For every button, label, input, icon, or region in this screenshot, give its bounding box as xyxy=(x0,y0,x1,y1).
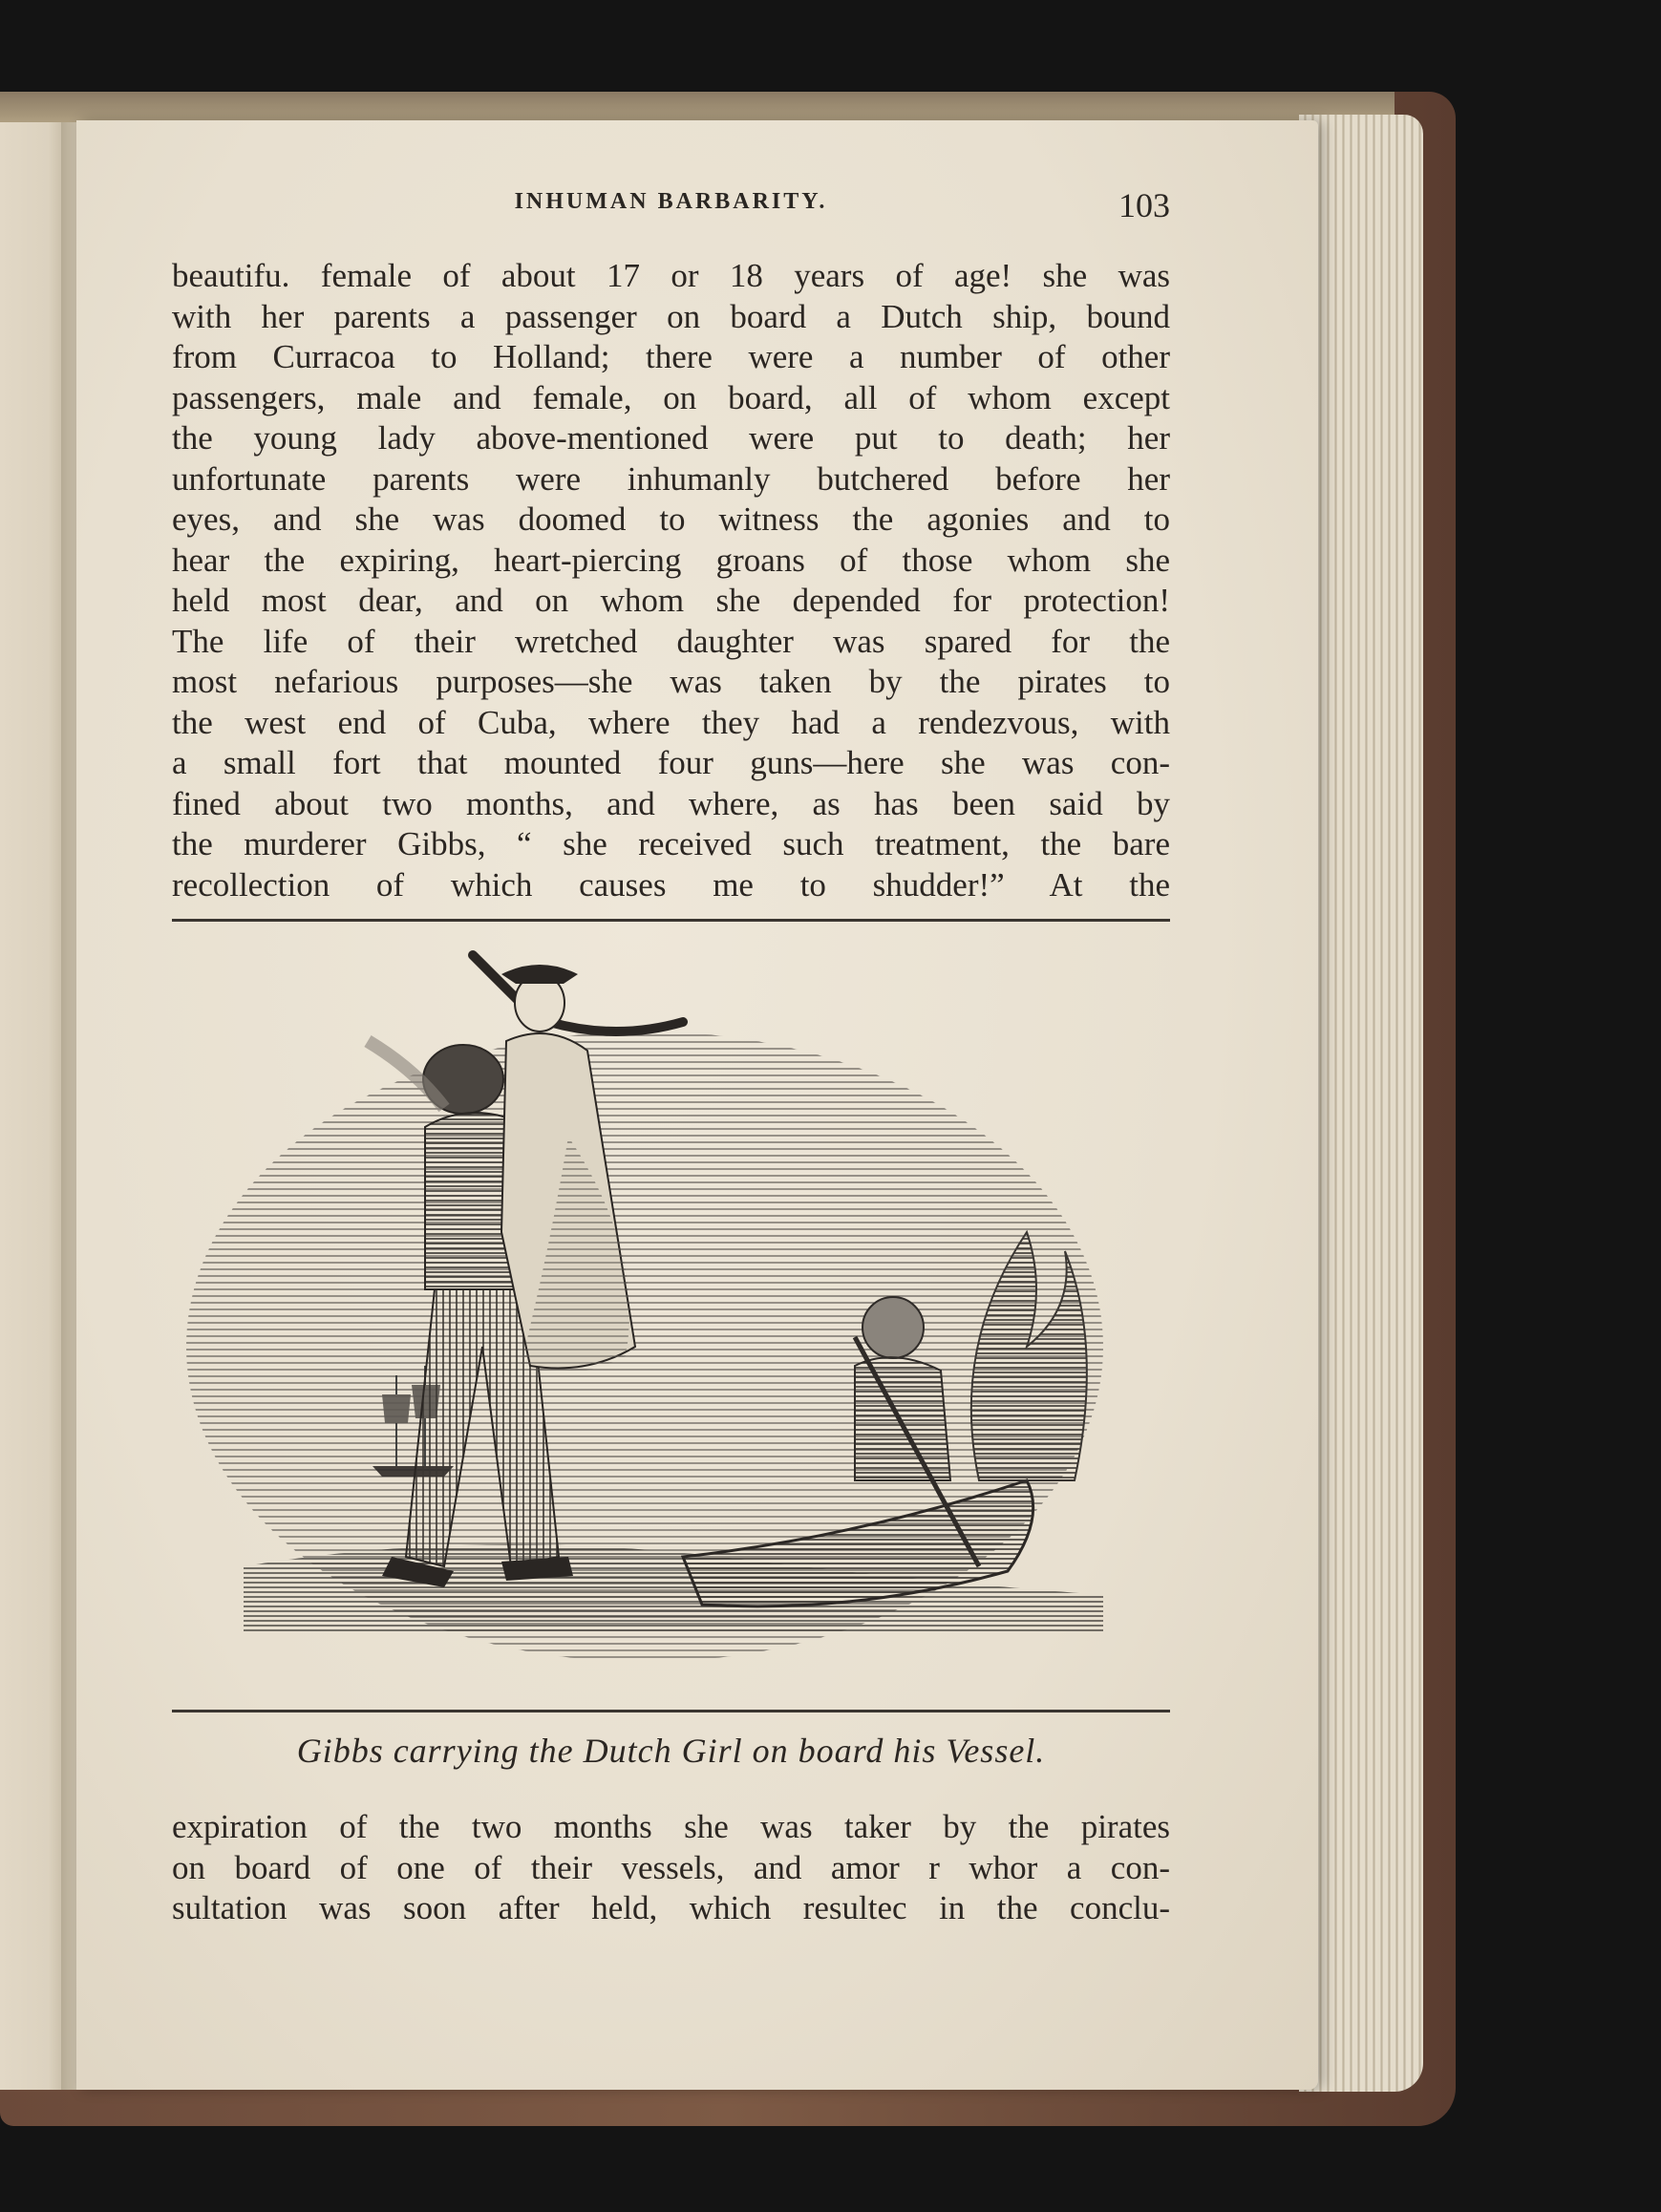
text-line: fined about two months, and where, as has been said by xyxy=(172,784,1170,822)
text-line: with her parents a passenger on board a Dutch ship, bound xyxy=(172,297,1170,335)
running-head-title: INHUMAN BARBARITY. xyxy=(514,189,828,214)
text-line: on board of one of their vessels, and amor r whor a con- xyxy=(172,1848,1170,1886)
text-line: from Curracoa to Holland; there were a number of other xyxy=(172,338,1170,375)
body-text-bottom xyxy=(172,1807,1170,1929)
text-line: a small fort that mounted four guns—here she was con- xyxy=(172,744,1170,781)
text-line: held most dear, and on whom she depended for protection! xyxy=(172,582,1170,619)
text-line: The life of their wretched daughter was spared for the xyxy=(172,622,1170,660)
text-line: passengers, male and female, on board, all of whom except xyxy=(172,378,1170,416)
text-line: sultation was soon after held, which resultec in the conclu- xyxy=(172,1889,1170,1926)
text-line: the west end of Cuba, where they had a rendezvous, with xyxy=(172,703,1170,741)
left-page-edge xyxy=(0,122,69,2090)
text-line: unfortunate parents were inhumanly butchered before her xyxy=(172,459,1170,498)
illustration-caption: Gibbs carrying the Dutch Girl on board his Vessel. xyxy=(296,1732,1046,1770)
text-line: the young lady above-mentioned were put to death; her xyxy=(172,419,1170,457)
text-line: the murderer Gibbs, “ she received such treatment, the bare xyxy=(172,825,1170,862)
running-head xyxy=(172,185,1170,233)
text-line: beautifu. female of about 17 or 18 years of age! she was xyxy=(172,257,1170,294)
illustration-bottom-rule xyxy=(172,1710,1170,1712)
text-line: expiration of the two months she was taker by the pirates xyxy=(172,1808,1170,1845)
text-line: eyes, and she was doomed to witness the agonies and to xyxy=(172,500,1170,538)
text-line: most nefarious purposes—she was taken by the pirates to xyxy=(172,663,1170,700)
body-text-top xyxy=(172,256,1170,905)
illustration-top-rule xyxy=(172,919,1170,922)
page-number: 103 xyxy=(1118,186,1170,224)
engraving-illustration xyxy=(186,946,1151,1681)
text-line: hear the expiring, heart-piercing groans of those whom she xyxy=(172,541,1170,579)
text-line: recollection of which causes me to shudder!” At the xyxy=(172,865,1170,904)
